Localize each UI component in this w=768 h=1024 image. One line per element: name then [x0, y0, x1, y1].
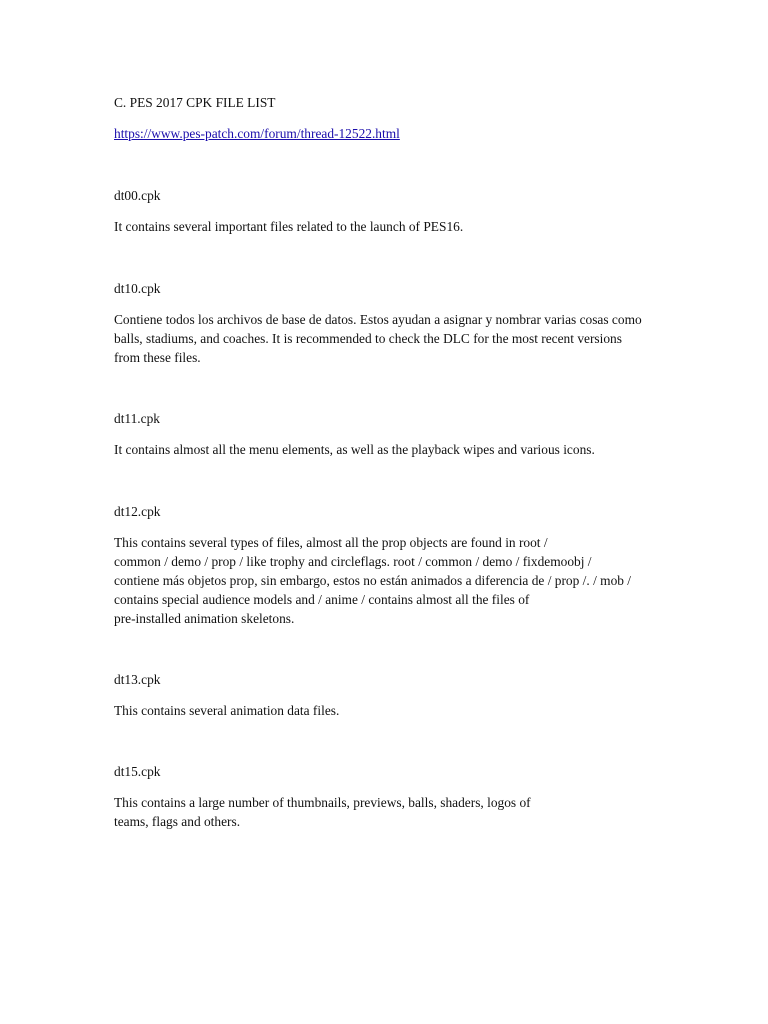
body-line: contiene más objetos prop, sin embargo, estos no están animados a diferencia de / prop /. / mob /	[114, 573, 632, 588]
section-heading-dt15: dt15.cpk	[114, 764, 161, 779]
section-heading-dt12: dt12.cpk	[114, 504, 161, 519]
body-line: It contains several important files related to the launch of PES16.	[114, 219, 464, 234]
source-link-text[interactable]: https://www.pes-patch.com/forum/thread-12522.html	[114, 126, 400, 141]
section-heading-dt00: dt00.cpk	[114, 188, 161, 203]
body-line: from these files.	[114, 350, 201, 365]
body-line: balls, stadiums, and coaches. It is recommended to check the DLC for the most recent versions	[114, 331, 622, 346]
body-line: contains special audience models and / anime / contains almost all the files of	[114, 592, 530, 607]
section-heading-dt13: dt13.cpk	[114, 672, 161, 687]
section-body-dt15	[114, 793, 531, 831]
body-line: common / demo / prop / like trophy and circleflags. root / common / demo / fixdemoobj /	[114, 554, 592, 569]
body-line: It contains almost all the menu elements, as well as the playback wipes and various icons.	[114, 442, 595, 457]
section-body-dt00	[114, 217, 463, 236]
body-line: teams, flags and others.	[114, 814, 241, 829]
body-line: pre-installed animation skeletons.	[114, 611, 295, 626]
section-heading-dt11: dt11.cpk	[114, 411, 160, 426]
section-body-dt12	[114, 533, 631, 628]
source-link[interactable]	[114, 124, 414, 143]
document-title: C. PES 2017 CPK FILE LIST	[114, 95, 276, 110]
body-line: This contains several animation data files.	[114, 703, 340, 718]
section-body-dt11	[114, 440, 595, 459]
body-line: This contains several types of files, almost all the prop objects are found in root /	[114, 535, 548, 550]
section-body-dt10	[114, 310, 642, 367]
section-body-dt13	[114, 701, 339, 720]
body-line: Contiene todos los archivos de base de datos. Estos ayudan a asignar y nombrar varias cosas como	[114, 312, 642, 327]
body-line: This contains a large number of thumbnails, previews, balls, shaders, logos of	[114, 795, 531, 810]
section-heading-dt10: dt10.cpk	[114, 281, 161, 296]
